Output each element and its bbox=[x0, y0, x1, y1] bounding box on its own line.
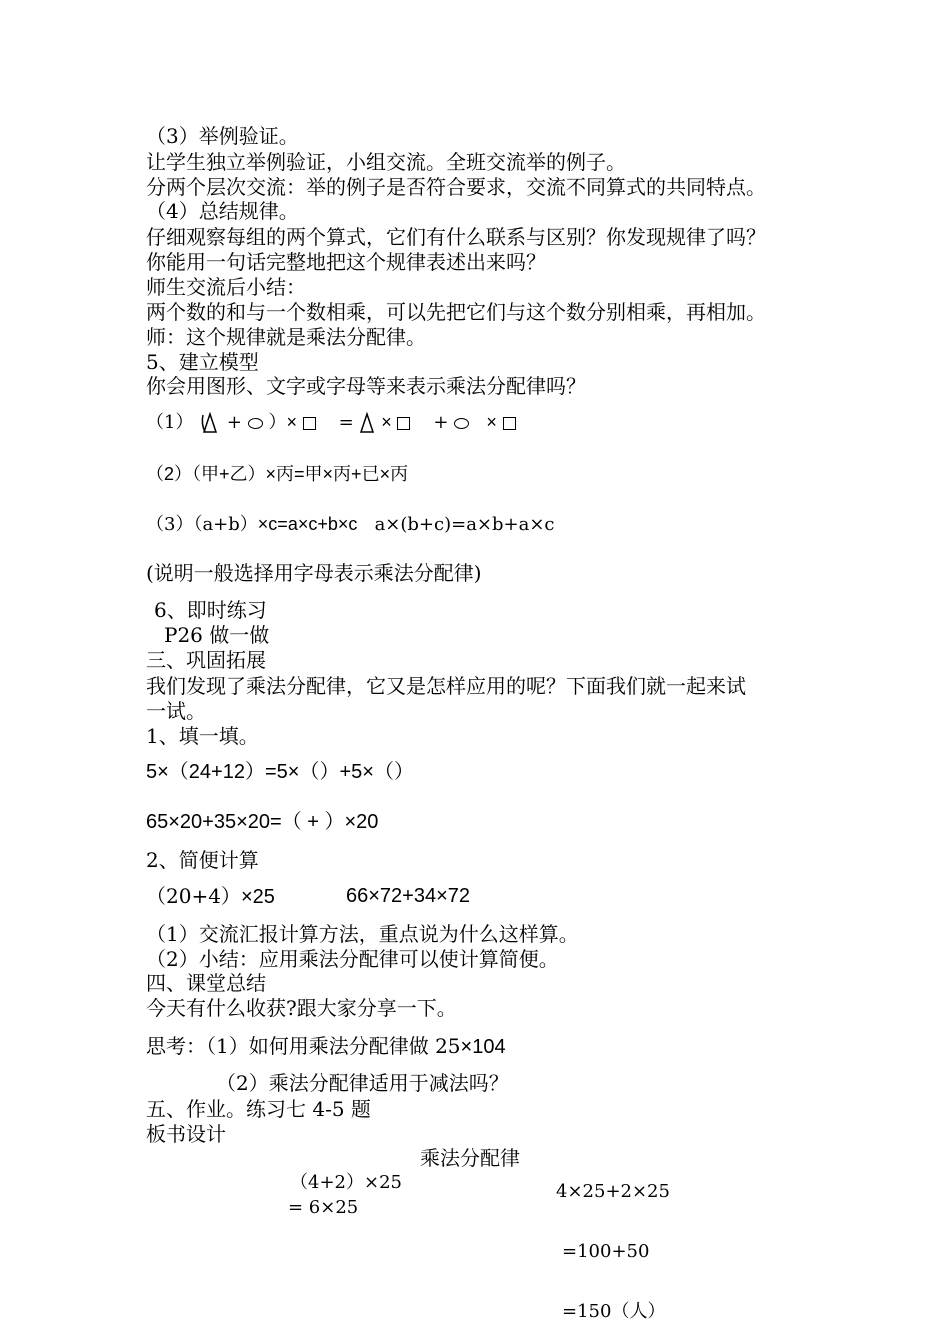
square-icon bbox=[503, 417, 516, 430]
board-left-step: = 6×25 bbox=[288, 1197, 359, 1218]
times-sign: × bbox=[381, 412, 392, 432]
text-line: 一试。 bbox=[146, 699, 206, 723]
square-icon bbox=[397, 417, 410, 430]
text-line: 分两个层次交流：举的例子是否符合要求，交流不同算式的共同特点。 bbox=[146, 175, 766, 199]
text-line: P26 做一做 bbox=[164, 623, 270, 647]
formula-part: ×c=a×c+b×c bbox=[257, 514, 358, 534]
board-right-step: =100+50 bbox=[562, 1241, 650, 1262]
text-line: (说明一般选择用字母表示乘法分配律) bbox=[146, 561, 482, 585]
close-paren-times: ）× bbox=[268, 412, 297, 432]
text-line: 师生交流后小结： bbox=[146, 275, 306, 299]
triangle-icon bbox=[359, 412, 375, 434]
think-question bbox=[146, 1034, 506, 1059]
text-line: 你能用一句话完整地把这个规律表述出来吗？ bbox=[146, 250, 546, 274]
text-line: 师：这个规律就是乘法分配律。 bbox=[146, 325, 426, 349]
text-line: （2）小结：应用乘法分配律可以使计算简便。 bbox=[146, 947, 559, 971]
text-line: 两个数的和与一个数相乘，可以先把它们与这个数分别相乘，再相加。 bbox=[146, 300, 766, 324]
plus-sign: + bbox=[433, 412, 449, 433]
text-line: （1）交流汇报计算方法，重点说为什么这样算。 bbox=[146, 922, 579, 946]
board-title: 乘法分配律 bbox=[420, 1146, 520, 1170]
calc-exercise: 66×72+34×72 bbox=[346, 885, 471, 907]
oval-icon bbox=[248, 418, 263, 429]
text-line: 你会用图形、文字或字母等来表示乘法分配律吗？ bbox=[146, 374, 586, 398]
board-right-step: 4×25+2×25 bbox=[556, 1181, 670, 1202]
text-line: （3）举例验证。 bbox=[146, 124, 299, 148]
times-sign: × bbox=[486, 412, 497, 432]
formula-part: （3）（a+b） bbox=[146, 514, 258, 535]
fill-in-exercise: 65×20+35×20=（ + ）×20 bbox=[146, 811, 379, 833]
text-line: 三、巩固拓展 bbox=[146, 648, 266, 672]
model-formula-words: （2）（甲+乙）×丙=甲×丙+已×丙 bbox=[146, 464, 409, 484]
fill-in-exercise: 5×（24+12）=5×（）+5×（） bbox=[146, 761, 414, 783]
formula-part: ×25 bbox=[240, 886, 275, 908]
board-right-step: =150（人） bbox=[562, 1301, 666, 1322]
model-formula-letters bbox=[146, 512, 555, 537]
think-question: （2）乘法分配律适用于减法吗？ bbox=[216, 1071, 509, 1095]
plus-sign: + bbox=[226, 412, 243, 433]
text-line: 我们发现了乘法分配律，它又是怎样应用的呢？下面我们就一起来试 bbox=[146, 674, 746, 698]
formula-part: ×104 bbox=[460, 1036, 506, 1058]
text-line: 让学生独立举例验证，小组交流。全班交流举的例子。 bbox=[146, 150, 626, 174]
text-line: 仔细观察每组的两个算式，它们有什么联系与区别？你发现规律了吗？ bbox=[146, 225, 766, 249]
text-line: 四、课堂总结 bbox=[146, 971, 266, 995]
text-line: 五、作业。练习七 4-5 题 bbox=[146, 1097, 371, 1121]
text-line: 板书设计 bbox=[146, 1122, 226, 1146]
formula-prefix: （1） bbox=[146, 412, 194, 433]
calc-exercise bbox=[146, 884, 275, 909]
text-line: （4）总结规律。 bbox=[146, 199, 299, 223]
oval-icon bbox=[454, 418, 469, 429]
formula-part: 思考：（1）如何用乘法分配律做 25 bbox=[146, 1034, 461, 1058]
formula-part: a×(b+c)=a×b+a×c bbox=[374, 514, 555, 535]
equals-sign: = bbox=[338, 412, 354, 433]
board-left-step: （4+2）×25 bbox=[290, 1172, 402, 1193]
square-icon bbox=[303, 417, 316, 430]
text-line: 6、即时练习 bbox=[154, 598, 267, 622]
formula-part: （20+4） bbox=[146, 884, 241, 908]
triangle-icon bbox=[199, 412, 221, 434]
text-line: 2、简便计算 bbox=[146, 848, 259, 872]
text-line: 5、建立模型 bbox=[146, 350, 259, 374]
model-formula-shapes bbox=[146, 410, 516, 435]
text-line: 今天有什么收获?跟大家分享一下。 bbox=[146, 996, 457, 1020]
text-line: 1、填一填。 bbox=[146, 724, 259, 748]
